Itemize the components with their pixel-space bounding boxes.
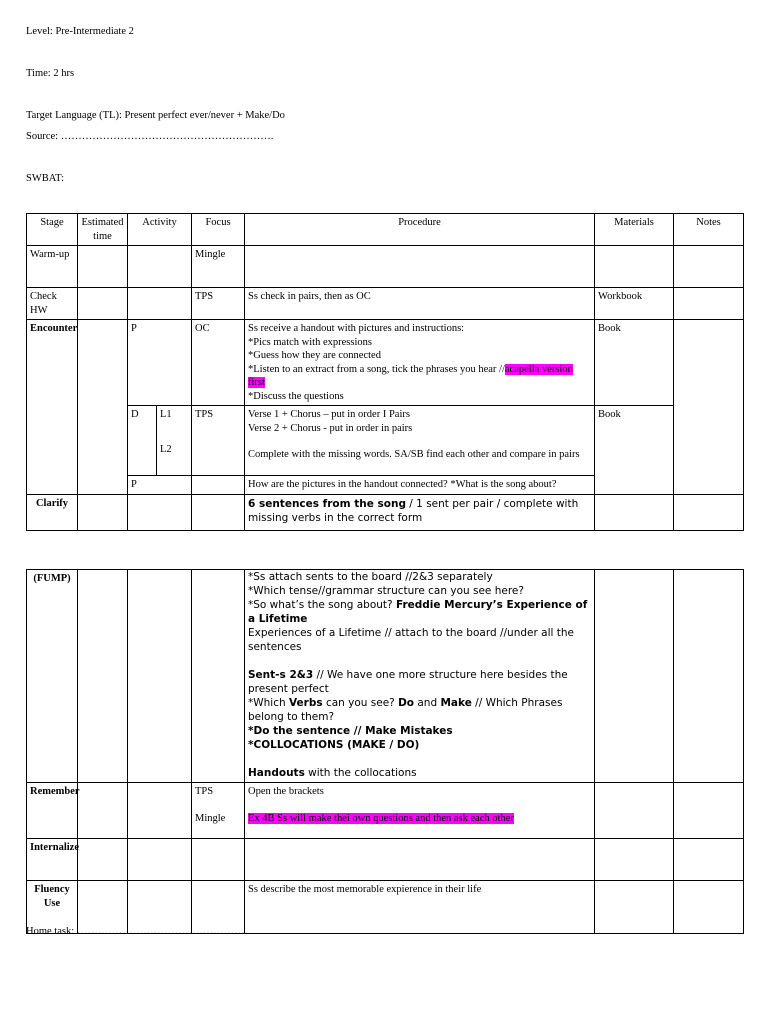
procedure-encounter-d: Verse 1 + Chorus – put in order I Pairs Verse 2 + Chorus - put in order in pairs Complete with the missing words. SA/SB find each other and compare in pairs xyxy=(245,406,595,476)
row-fump xyxy=(27,570,744,783)
header-procedure: Procedure xyxy=(245,214,595,246)
source-line: Source: ……………………………………………………. xyxy=(26,131,274,142)
row-clarify xyxy=(27,494,744,530)
target-language-line: Target Language (TL): Present perfect ever/never + Make/Do xyxy=(26,110,285,121)
header-materials: Materials xyxy=(595,214,674,246)
highlighted-text: acapella version first xyxy=(248,363,573,388)
time-line: Time: 2 hrs xyxy=(26,68,75,79)
materials-encounter: Book xyxy=(595,320,674,406)
header-row xyxy=(27,214,744,246)
materials-encounter-d: Book xyxy=(595,406,674,495)
header-focus: Focus xyxy=(192,214,245,246)
stage-encounter: Encounter xyxy=(27,320,78,495)
row-checkhw xyxy=(27,288,744,320)
header-estimated-time: Estimated time xyxy=(78,214,128,246)
stage-remember: Remember xyxy=(27,783,78,839)
procedure-encounter: Ss receive a handout with pictures and instructions: *Pics match with expressions *Guess how they are connected *Listen to an extract from a song, tick the phrases you hear //acapella version first *Discuss the questions xyxy=(245,320,595,406)
procedure-fluency: Ss describe the most memorable expierence in their life xyxy=(245,881,595,934)
highlighted-text: Ex 4B Ss will make thei own questions and then ask each other xyxy=(248,812,514,824)
header-activity: Activity xyxy=(128,214,192,246)
stage-internalize: Internalize xyxy=(27,839,78,881)
focus-encounter-d: TPS xyxy=(192,406,245,476)
home-task-line: Home task: …………………………………………. xyxy=(26,926,248,937)
lesson-plan-table-2 xyxy=(26,569,744,934)
procedure-clarify: 6 sentences from the song / 1 sent per pair / complete with missing verbs in the correct form xyxy=(245,494,595,530)
swbat-line: SWBAT: xyxy=(26,173,64,184)
stage-fump: (FUMP) xyxy=(27,570,78,783)
activity-encounter-d: D L1 L2 xyxy=(128,406,192,476)
row-encounter xyxy=(27,320,744,406)
stage-checkhw: Check HW xyxy=(27,288,78,320)
activity-encounter: P xyxy=(128,320,192,406)
stage-fluency: Fluency Use xyxy=(27,881,78,934)
row-encounter-d xyxy=(27,406,744,476)
lesson-plan-table-1 xyxy=(26,213,744,531)
procedure-remember: Open the brackets Ex 4B Ss will make thei own questions and then ask each other xyxy=(245,783,595,839)
focus-encounter: OC xyxy=(192,320,245,406)
row-remember xyxy=(27,783,744,839)
focus-checkhw: TPS xyxy=(192,288,245,320)
procedure-checkhw: Ss check in pairs, then as OC xyxy=(245,288,595,320)
header-stage: Stage xyxy=(27,214,78,246)
procedure-encounter-p2: How are the pictures in the handout connected? *What is the song about? xyxy=(245,476,595,495)
focus-remember: TPS Mingle xyxy=(192,783,245,839)
stage-warmup: Warm-up xyxy=(27,246,78,288)
activity-encounter-p2: P xyxy=(128,476,192,495)
stage-clarify: Clarify xyxy=(27,494,78,530)
header-notes: Notes xyxy=(674,214,744,246)
procedure-fump: *Ss attach sents to the board //2&3 separately *Which tense//grammar structure can you see here? *So what’s the song about? Freddie Mercury’s Experience of a Lifetime Experiences of a Lifetime // attach to the board //under all the sentences Sent-s 2&3 // We have one more structure here besides the present perfect *Which Verbs can you see? Do and Make // Which Phrases belong to them? *Do the sentence // Make Mistakes *COLLOCATIONS (MAKE / DO) Handouts with the collocations xyxy=(245,570,595,783)
focus-warmup: Mingle xyxy=(192,246,245,288)
row-warmup xyxy=(27,246,744,288)
row-internalize xyxy=(27,839,744,881)
level-line: Level: Pre-Intermediate 2 xyxy=(26,26,134,37)
materials-checkhw: Workbook xyxy=(595,288,674,320)
